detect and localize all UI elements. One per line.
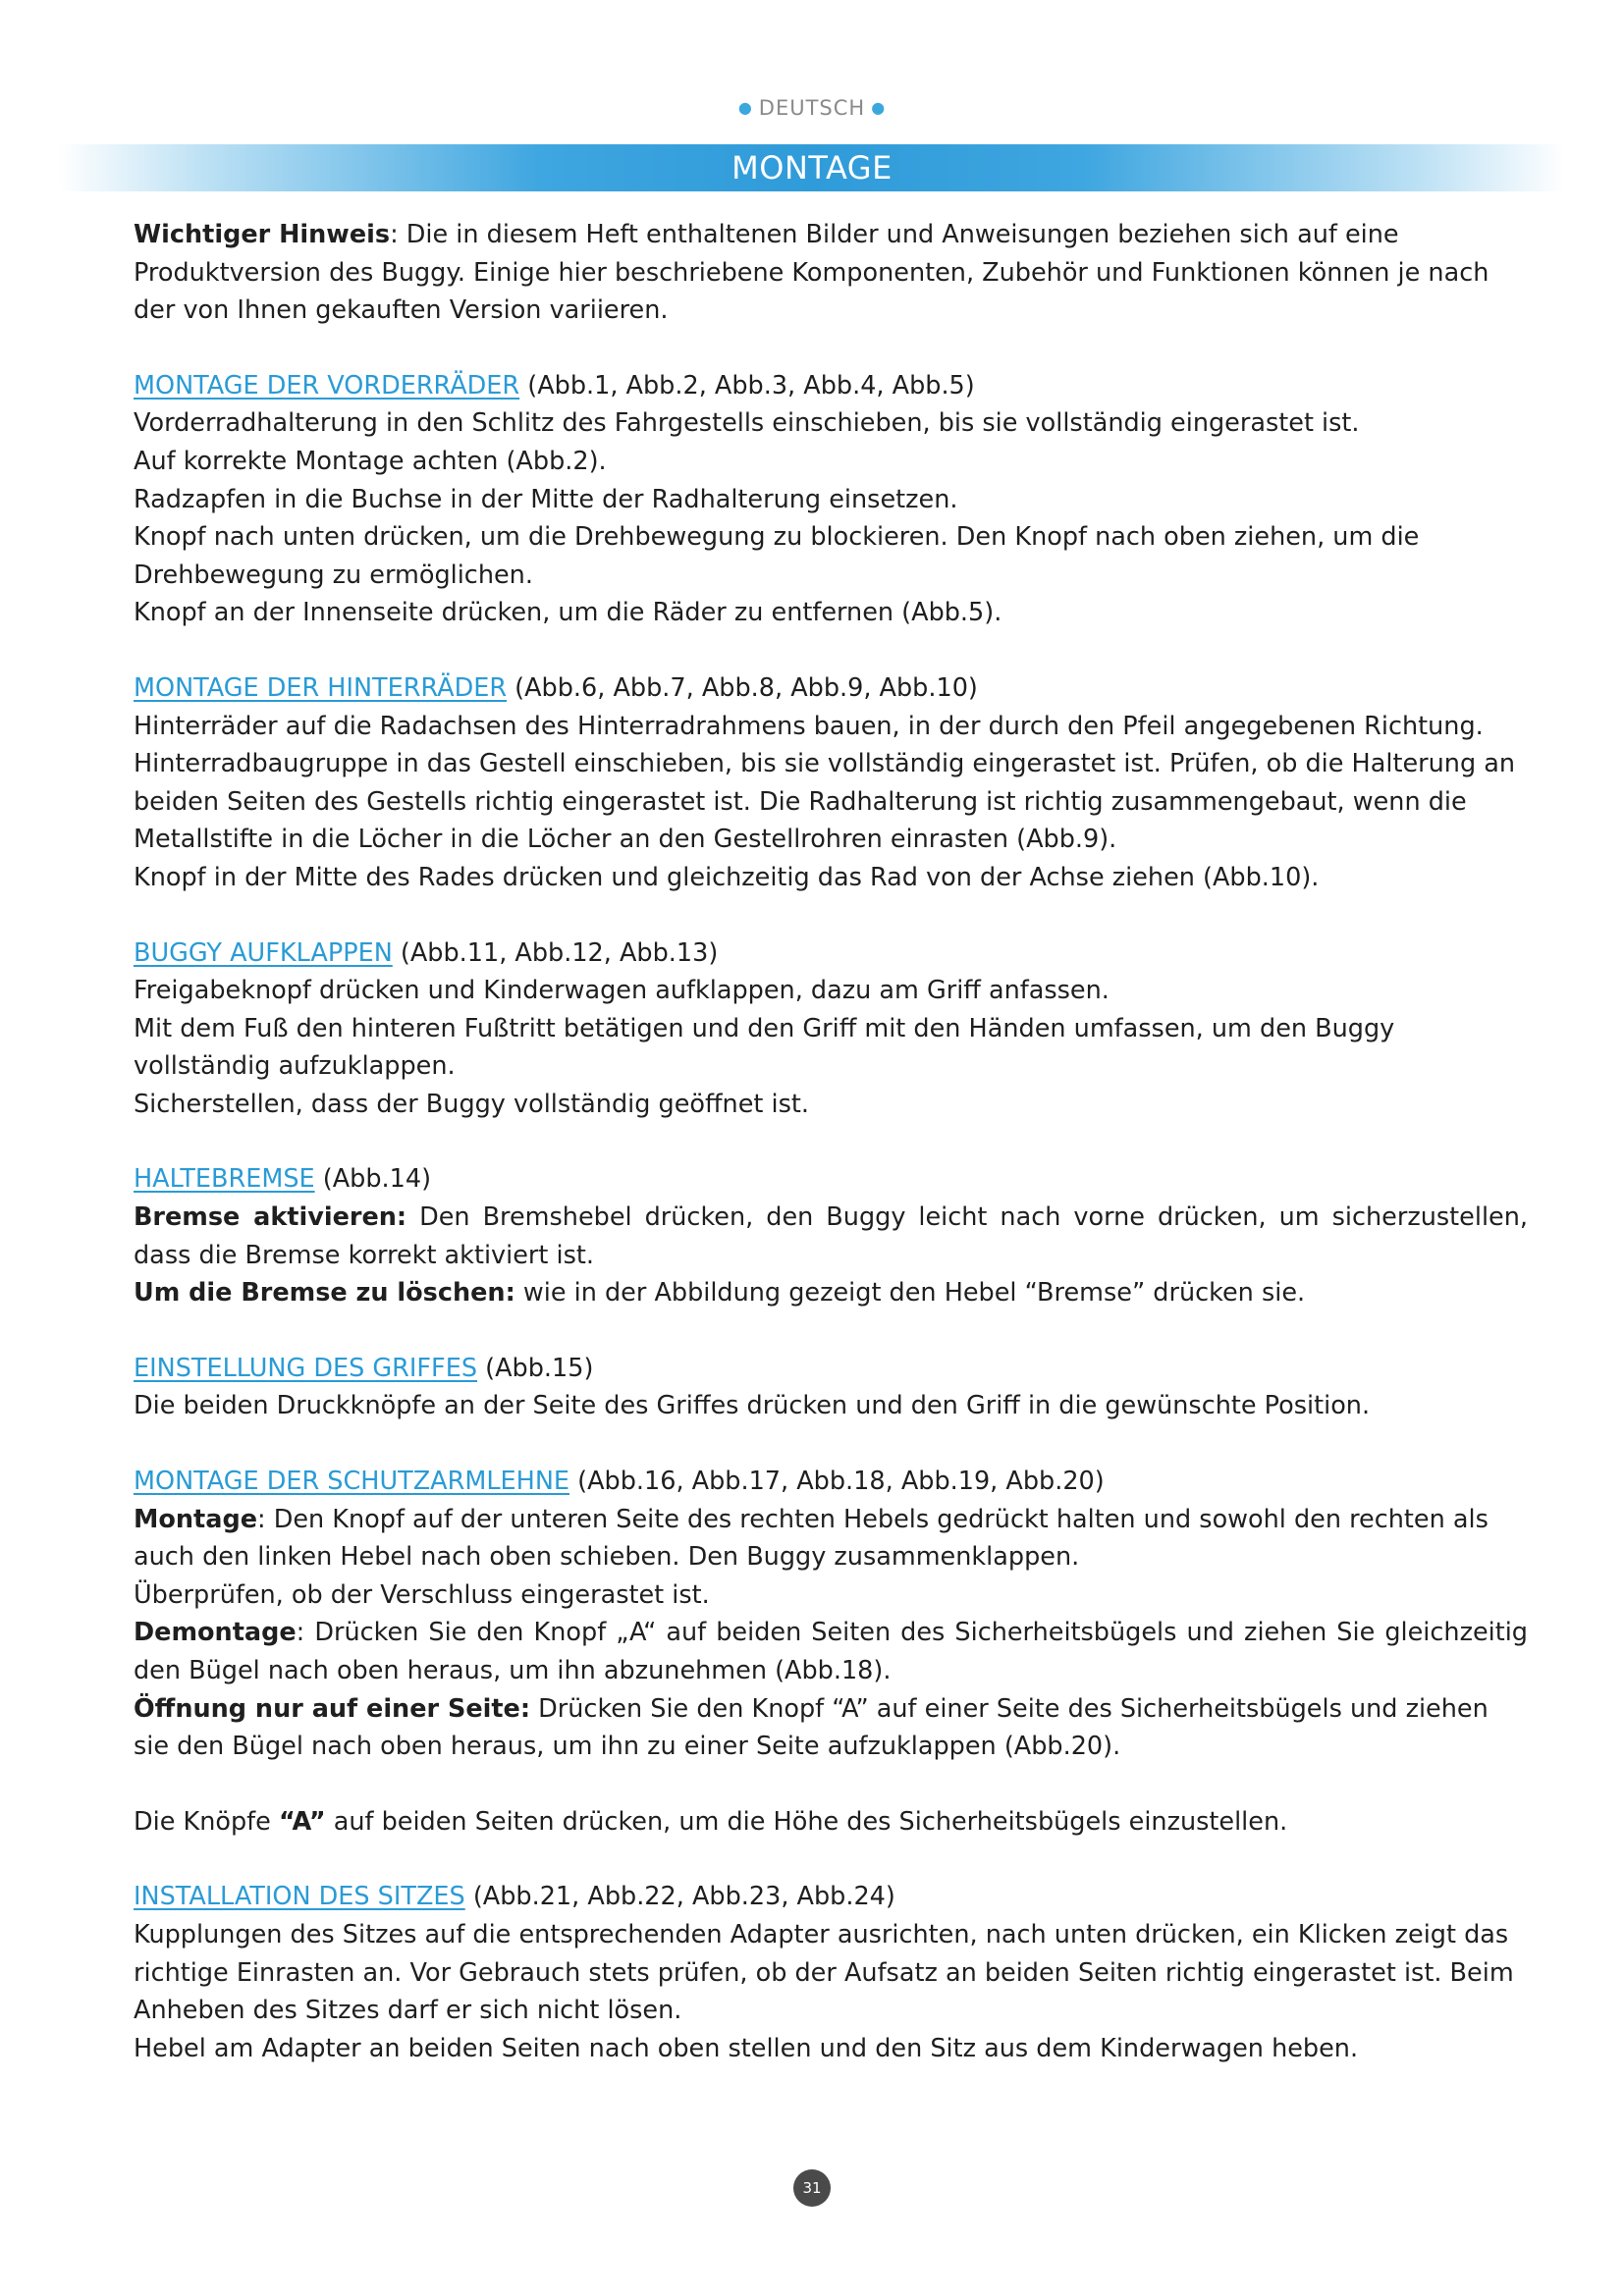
unfold-line: Sicherstellen, dass der Buggy vollständig geöffnet ist. [134,1089,809,1119]
rear-wheels-heading: MONTAGE DER HINTERRÄDER [134,672,508,703]
brake-activate-text: Den Bremshebel drücken, den Buggy leicht nach vorne drücken, um sicherzustellen, dass die Bremse korrekt aktiviert ist. [134,1202,1528,1270]
unfold-heading: BUGGY AUFKLAPPEN [134,937,393,968]
bumper-height-post: auf beiden Seiten drücken, um die Höhe des Sicherheitsbügels einzustellen. [325,1806,1288,1837]
brake-release-text: wie in der Abbildung gezeigt den Hebel “Bremse” drücken sie. [514,1278,1306,1308]
main-content [134,216,1528,2105]
unfold-line: Mit dem Fuß den hinteren Fußtritt betätigen und den Griff mit den Händen umfassen, um den Buggy vollständig aufzuklappen. [134,1013,1395,1082]
language-label: ● DEUTSCH ● [737,96,887,120]
brake-refs: (Abb.14) [314,1164,432,1195]
bumper-section [134,1463,1528,1766]
brake-section [134,1160,1528,1311]
bumper-height-bold: “A” [278,1806,326,1837]
brake-release-label: Um die Bremse zu löschen: [134,1278,515,1308]
unfold-line: Freigabeknopf drücken und Kinderwagen aufklappen, dazu am Griff anfassen. [134,976,1110,1006]
front-wheels-refs: (Abb.1, Abb.2, Abb.3, Abb.4, Abb.5) [519,370,975,400]
front-wheels-line: Auf korrekte Montage achten (Abb.2). [134,446,607,476]
handle-refs: (Abb.15) [477,1353,594,1383]
bumper-check-text: Überprüfen, ob der Verschluss eingerastet ist. [134,1579,710,1610]
seat-refs: (Abb.21, Abb.22, Abb.23, Abb.24) [464,1882,895,1912]
handle-text: Die beiden Druckknöpfe an der Seite des Griffes drücken und den Griff in die gewünschte Position. [134,1391,1371,1421]
brake-heading: HALTEBREMSE [134,1164,315,1195]
seat-heading: INSTALLATION DES SITZES [134,1882,465,1912]
front-wheels-section [134,367,1528,632]
front-wheels-line: Radzapfen in die Buchse in der Mitte der Radhalterung einsetzen. [134,484,958,514]
seat-line: Hebel am Adapter an beiden Seiten nach oben stellen und den Sitz aus dem Kinderwagen heben. [134,2033,1359,2063]
rear-wheels-section [134,669,1528,897]
seat-section [134,1878,1528,2067]
notice-text: : Die in diesem Heft enthaltenen Bilder und Anweisungen beziehen sich auf eine Produktversion des Buggy. Einige hier beschriebene Komponenten, Zubehör und Funktionen können je nach der von Ihnen gekauften Version variieren. [134,220,1489,326]
rear-wheels-refs: (Abb.6, Abb.7, Abb.8, Abb.9, Abb.10) [507,672,978,703]
notice-label: Wichtiger Hinweis [134,220,391,249]
section-banner [59,144,1565,191]
bumper-oneside-text: Drücken Sie den Knopf “A” auf einer Seite des Sicherheitsbügels und ziehen sie den Bügel nach oben heraus, um ihn zu einer Seite aufzuklappen (Abb.20). [134,1693,1489,1762]
front-wheels-heading: MONTAGE DER VORDERRÄDER [134,370,520,400]
brake-activate-label: Bremse aktivieren: [134,1202,407,1233]
front-wheels-line: Knopf nach unten drücken, um die Drehbewegung zu blockieren. Den Knopf nach oben ziehen, um die Drehbewegung zu ermöglichen. [134,522,1420,590]
rear-wheels-line: Hinterradbaugruppe in das Gestell einschieben, bis sie vollständig eingerastet ist. Prüfen, ob die Halterung an beiden Seiten des Gestells richtig eingerastet ist. Die Radhalterung ist richtig zusammengebaut, wenn die Metallstifte in die Löcher in die Löcher an den Gestellrohren einrasten (Abb.9). [134,749,1516,855]
handle-section [134,1350,1528,1425]
unfold-refs: (Abb.11, Abb.12, Abb.13) [392,937,719,968]
bumper-mount-text: : Den Knopf auf der unteren Seite des rechten Hebels gedrückt halten und sowohl den rechten als auch den linken Hebel nach oben schieben. Den Buggy zusammenklappen. [134,1504,1489,1573]
rear-wheels-line: Hinterräder auf die Radachsen des Hinterradrahmens bauen, in der durch den Pfeil angegebenen Richtung. [134,711,1484,741]
seat-line: Kupplungen des Sitzes auf die entsprechenden Adapter ausrichten, nach unten drücken, ein Klicken zeigt das richtige Einrasten an. Vor Gebrauch stets prüfen, ob der Aufsatz an beiden Seiten richtig eingerastet ist. Beim Anheben des Sitzes darf er sich nicht lösen. [134,1919,1514,2026]
front-wheels-line: Knopf an der Innenseite drücken, um die Räder zu entfernen (Abb.5). [134,598,1002,628]
bumper-height-section [134,1803,1528,1842]
rear-wheels-line: Knopf in der Mitte des Rades drücken und gleichzeitig das Rad von der Achse ziehen (Abb.10). [134,862,1320,892]
bumper-mount-label: Montage [134,1504,257,1534]
language-text: DEUTSCH [758,96,866,120]
page-number: 31 [793,2169,831,2207]
notice-section [134,216,1528,330]
bumper-dismount-label: Demontage [134,1618,297,1648]
unfold-section [134,934,1528,1124]
page-title: MONTAGE [731,149,893,187]
bumper-refs: (Abb.16, Abb.17, Abb.18, Abb.19, Abb.20) [569,1467,1105,1497]
bumper-dismount-text: : Drücken Sie den Knopf „A“ auf beiden Seiten des Sicherheitsbügels und ziehen Sie gleichzeitig den Bügel nach oben heraus, um ihn abzunehmen (Abb.18). [134,1618,1528,1685]
bumper-height-pre: Die Knöpfe [134,1806,279,1837]
bumper-oneside-label: Öffnung nur auf einer Seite: [134,1693,531,1724]
handle-heading: EINSTELLUNG DES GRIFFES [134,1353,478,1383]
front-wheels-line: Vorderradhalterung in den Schlitz des Fahrgestells einschieben, bis sie vollständig eingerastet ist. [134,408,1360,439]
bumper-heading: MONTAGE DER SCHUTZARMLEHNE [134,1467,570,1497]
